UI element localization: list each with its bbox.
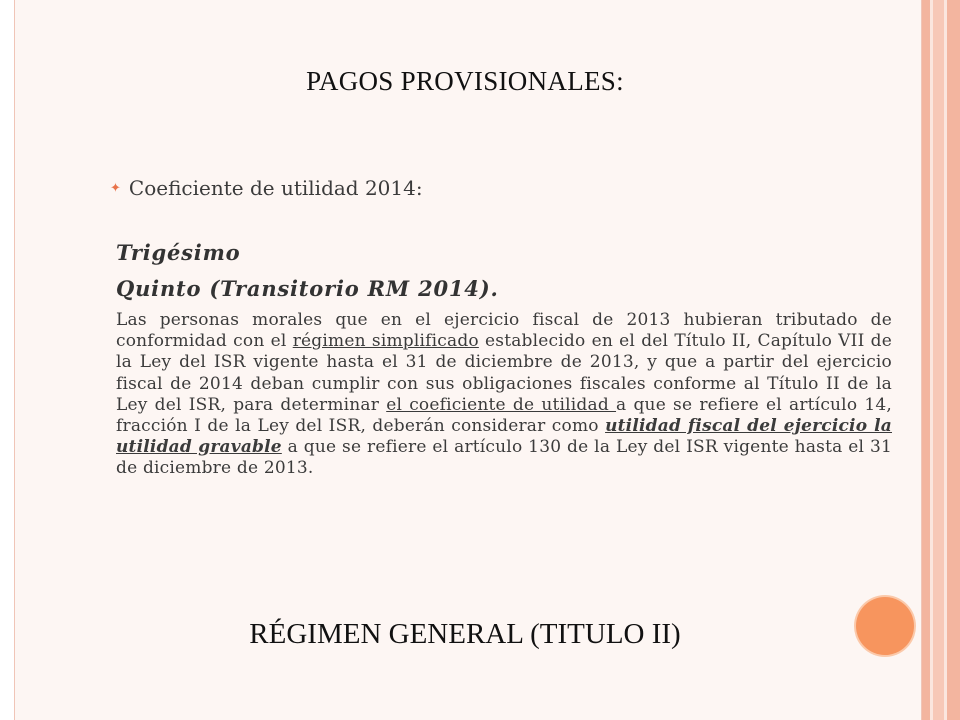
heading-line-2: Quinto (Transitorio RM 2014). [116,276,499,301]
paragraph-text: a que se refiere el artículo 130 de la Ley del ISR vigente hasta el 31 de diciembre de 2013. [116,437,892,479]
four-point-star-icon: ✦ [110,180,121,196]
body-paragraph [116,310,892,480]
paragraph-text: Las personas morales que en el ejercicio fiscal de 2013 hubieran tributado de conformidad con el [116,310,892,352]
paragraph-text: a que se refiere el artículo 14, fracción I de la Ley del ISR, deberán considerar como [116,394,892,437]
paragraph-text: establecido en el del Título II, Capítulo VII de la Ley del ISR vigente hasta el 31 de diciembre de 2013, y que a partir del ejercicio fiscal de 2014 deban cumplir con sus obligaciones fiscales conforme al Título II de la Ley del ISR, para determinar [116,331,892,415]
emphasized-term: utilidad fiscal del ejercicio la utilidad gravable [116,416,892,458]
underlined-term: régimen simplificado [292,331,479,352]
side-stripe [947,0,960,720]
bullet-text: Coeficiente de utilidad 2014: [128,176,423,200]
bullet-item [110,176,423,200]
heading-line-1: Trigésimo [116,240,241,265]
underlined-term: el coeficiente de utilidad [386,394,617,415]
side-stripe [933,0,944,720]
side-stripe [922,0,930,720]
slide-title: PAGOS PROVISIONALES: [306,66,624,96]
slide-subtitle: RÉGIMEN GENERAL (TITULO II) [249,618,681,650]
